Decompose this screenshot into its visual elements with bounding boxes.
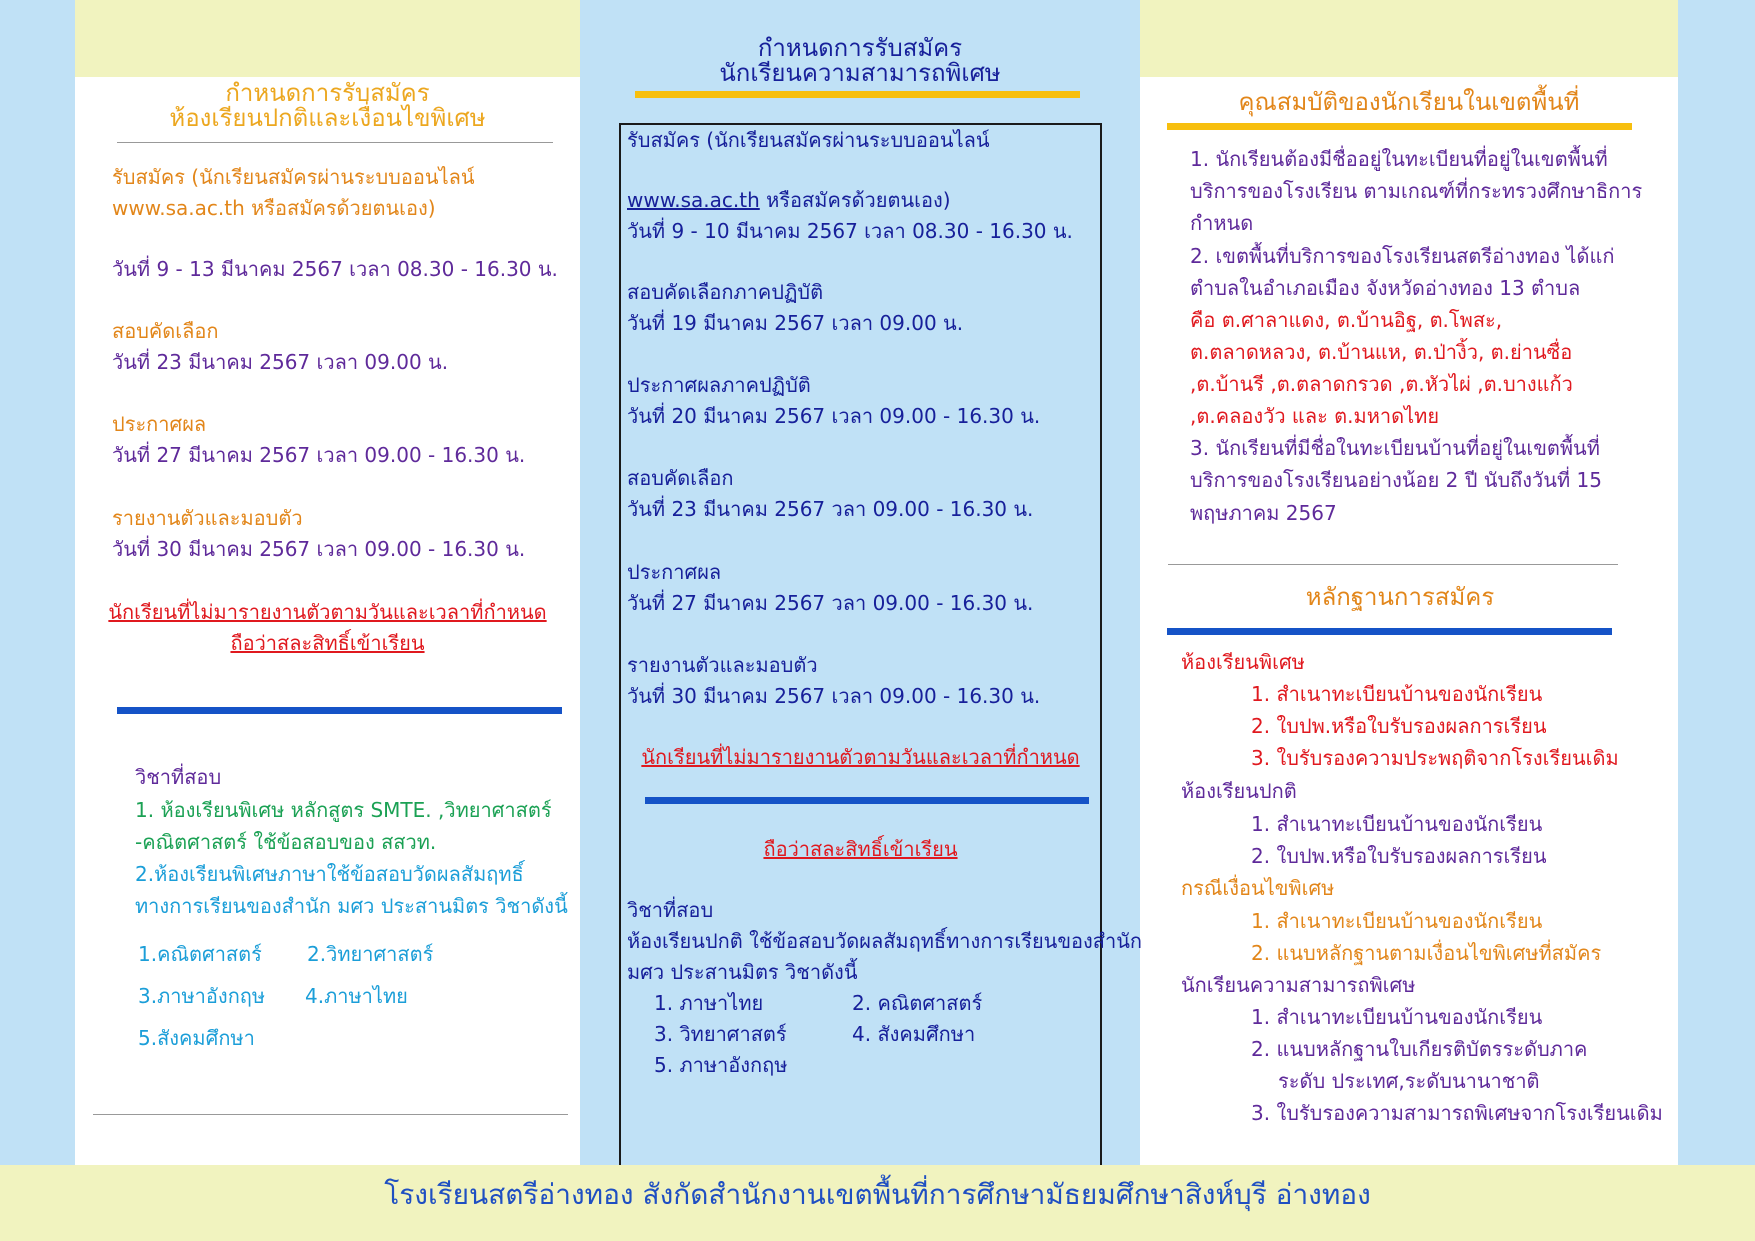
right-qualification-3a: 3. นักเรียนที่มีชื่อในทะเบียนบ้านที่อยู่ในเขตพื้นที่ (1190, 436, 1600, 460)
middle-subjects-label: วิชาที่สอบ (627, 898, 714, 922)
right-normal-item-2: 2. ใบปพ.หรือใบรับรองผลการเรียน (1251, 844, 1547, 868)
middle-subject-item-3: 3. วิทยาศาสตร์ (654, 1022, 787, 1046)
middle-title-underline (635, 91, 1080, 98)
left-apply-date: วันที่ 9 - 13 มีนาคม 2567 เวลา 08.30 - 16.30 น. (112, 257, 558, 281)
middle-blue-divider (645, 797, 1089, 804)
right-talent-item-1: 1. สำเนาทะเบียนบ้านของนักเรียน (1251, 1005, 1543, 1029)
left-subject-1b: -คณิตศาสตร์ ใช้ข้อสอบของ สสวท. (135, 830, 437, 854)
right-normal-label: ห้องเรียนปกติ (1181, 779, 1297, 803)
right-qualification-1c: กำหนด (1190, 211, 1254, 235)
middle-title-line2: นักเรียนความสามารถพิเศษ (719, 59, 1001, 87)
left-exam-label: สอบคัดเลือก (112, 319, 219, 343)
left-apply-line1: รับสมัคร (นักเรียนสมัครผ่านระบบออนไลน์ (112, 165, 475, 189)
middle-warning-line1: นักเรียนที่ไม่มารายงานตัวตามวันและเวลาที่กำหนด (641, 745, 1080, 769)
middle-announce-date: วันที่ 27 มีนาคม 2567 วลา 09.00 - 16.30 น. (627, 591, 1034, 615)
right-qualification-1a: 1. นักเรียนต้องมีชื่ออยู่ในทะเบียนที่อยู่ในเขตพื้นที่ (1190, 147, 1608, 171)
right-qualification-2f: ,ต.คลองวัว และ ต.มหาดไทย (1190, 404, 1440, 428)
right-qualification-2a: 2. เขตพื้นที่บริการของโรงเรียนสตรีอ่างทอง ได้แก่ (1190, 244, 1615, 268)
right-normal-item-1: 1. สำเนาทะเบียนบ้านของนักเรียน (1251, 812, 1543, 836)
middle-practical-label: สอบคัดเลือกภาคปฏิบัติ (627, 280, 824, 304)
middle-subjects-desc2: มศว ประสานมิตร วิชาดังนี้ (627, 960, 858, 984)
left-announce-label: ประกาศผล (112, 412, 207, 436)
middle-subject-item-1: 1. ภาษาไทย (654, 991, 764, 1015)
left-apply-line2: www.sa.ac.th หรือสมัครด้วยตนเอง) (112, 196, 436, 220)
middle-apply-line2-rest: หรือสมัครด้วยตนเอง) (759, 188, 951, 212)
left-subject-2b: ทางการเรียนของสำนัก มศว ประสานมิตร วิชาดังนี้ (135, 894, 568, 918)
right-special-item-3: 3. ใบรับรองความประพฤติจากโรงเรียนเดิม (1251, 746, 1619, 770)
left-subjects-label: วิชาที่สอบ (135, 765, 222, 789)
right-documents-title: หลักฐานการสมัคร (1305, 583, 1495, 611)
right-title-underline (1167, 123, 1632, 130)
middle-announce-label: ประกาศผล (627, 560, 722, 584)
left-subject-2a: 2.ห้องเรียนพิเศษภาษาใช้ข้อสอบวัดผลสัมฤทธิ์ (135, 862, 524, 886)
left-report-label: รายงานตัวและมอบตัว (112, 506, 303, 530)
footer-school-name: โรงเรียนสตรีอ่างทอง สังกัดสำนักงานเขตพื้นที่การศึกษามัธยมศึกษาสิงห์บุรี อ่างทอง (384, 1178, 1371, 1211)
right-qualification-2c: คือ ต.ศาลาแดง, ต.บ้านอิฐ, ต.โพสะ, (1190, 308, 1503, 332)
left-subject-1a: 1. ห้องเรียนพิเศษ หลักสูตร SMTE. ,วิทยาศาสตร์ (135, 798, 552, 822)
middle-subject-item-5: 5. ภาษาอังกฤษ (654, 1053, 788, 1077)
middle-subjects-desc1: ห้องเรียนปกติ ใช้ข้อสอบวัดผลสัมฤทธิ์ทางการเรียนของสำนัก (627, 929, 1142, 953)
left-title-line2: ห้องเรียนปกติและเงื่อนไขพิเศษ (169, 104, 486, 132)
middle-title-line1: กำหนดการรับสมัคร (757, 34, 963, 62)
right-divider (1168, 564, 1618, 565)
footer-band (0, 1165, 1755, 1241)
website-link[interactable]: www.sa.ac.th (627, 188, 760, 212)
left-subject-item-1: 1.คณิตศาสตร์ (138, 942, 262, 966)
left-top-band (75, 0, 580, 77)
left-report-date: วันที่ 30 มีนาคม 2567 เวลา 09.00 - 16.30 น. (112, 537, 526, 561)
right-condition-label: กรณีเงื่อนไขพิเศษ (1181, 876, 1335, 900)
middle-apply-line1: รับสมัคร (นักเรียนสมัครผ่านระบบออนไลน์ (627, 128, 990, 152)
right-talent-item-3: 3. ใบรับรองความสามารถพิเศษจากโรงเรียนเดิม (1251, 1101, 1663, 1125)
left-subject-item-2: 2.วิทยาศาสตร์ (307, 942, 434, 966)
right-special-label: ห้องเรียนพิเศษ (1181, 650, 1305, 674)
right-qualification-2e: ,ต.บ้านรี ,ต.ตลาดกรวด ,ต.หัวไผ่ ,ต.บางแก้ว (1190, 372, 1573, 396)
right-qualification-3c: พฤษภาคม 2567 (1190, 501, 1337, 525)
left-subject-item-4: 4.ภาษาไทย (305, 984, 408, 1008)
right-talent-label: นักเรียนความสามารถพิเศษ (1181, 973, 1416, 997)
left-warning-line1: นักเรียนที่ไม่มารายงานตัวตามวันและเวลาที่กำหนด (108, 600, 547, 624)
middle-exam-label: สอบคัดเลือก (627, 466, 734, 490)
left-title-line1: กำหนดการรับสมัคร (225, 79, 430, 107)
left-subject-item-3: 3.ภาษาอังกฤษ (138, 984, 266, 1008)
right-qualification-2d: ต.ตลาดหลวง, ต.บ้านแห, ต.ป่างิ้ว, ต.ย่านซื่อ (1190, 340, 1573, 364)
middle-practical-date: วันที่ 19 มีนาคม 2567 เวลา 09.00 น. (627, 311, 964, 335)
middle-exam-date: วันที่ 23 มีนาคม 2567 วลา 09.00 - 16.30 น. (627, 497, 1034, 521)
right-special-item-1: 1. สำเนาทะเบียนบ้านของนักเรียน (1251, 682, 1543, 706)
middle-apply-date: วันที่ 9 - 10 มีนาคม 2567 เวลา 08.30 - 16.30 น. (627, 219, 1073, 243)
right-qualification-2b: ตำบลในอำเภอเมือง จังหวัดอ่างทอง 13 ตำบล (1190, 276, 1581, 300)
right-qualification-1b: บริการของโรงเรียน ตามเกณฑ์ที่กระทรวงศึกษาธิการ (1190, 179, 1643, 203)
left-subject-item-5: 5.สังคมศึกษา (138, 1026, 255, 1050)
right-condition-item-2: 2. แนบหลักฐานตามเงื่อนไขพิเศษที่สมัคร (1251, 941, 1602, 965)
left-warning-line2: ถือว่าสละสิทธิ์เข้าเรียน (230, 631, 425, 655)
right-talent-item-2a: 2. แนบหลักฐานใบเกียรติบัตรระดับภาค (1251, 1037, 1588, 1061)
middle-subject-item-4: 4. สังคมศึกษา (852, 1022, 976, 1046)
right-condition-item-1: 1. สำเนาทะเบียนบ้านของนักเรียน (1251, 909, 1543, 933)
left-blue-divider (117, 707, 562, 714)
right-top-band (1140, 0, 1678, 77)
middle-report-label: รายงานตัวและมอบตัว (627, 653, 818, 677)
right-talent-item-2b: ระดับ ประเทศ,ระดับนานาชาติ (1278, 1069, 1540, 1093)
middle-practical-result-date: วันที่ 20 มีนาคม 2567 เวลา 09.00 - 16.30 น. (627, 404, 1041, 428)
right-qualification-title: คุณสมบัติของนักเรียนในเขตพื้นที่ (1238, 88, 1580, 116)
right-panel (1140, 77, 1678, 1165)
left-bottom-divider (93, 1114, 568, 1115)
right-documents-underline (1167, 628, 1612, 635)
middle-report-date: วันที่ 30 มีนาคม 2567 เวลา 09.00 - 16.30 น. (627, 684, 1041, 708)
middle-apply-line2 (627, 189, 951, 211)
middle-practical-result-label: ประกาศผลภาคปฏิบัติ (627, 373, 811, 397)
right-qualification-3b: บริการของโรงเรียนอย่างน้อย 2 ปี นับถึงวันที่ 15 (1190, 468, 1602, 492)
middle-warning-line2: ถือว่าสละสิทธิ์เข้าเรียน (763, 837, 958, 861)
left-announce-date: วันที่ 27 มีนาคม 2567 เวลา 09.00 - 16.30 น. (112, 443, 526, 467)
middle-subject-item-2: 2. คณิตศาสตร์ (852, 991, 983, 1015)
left-title-divider (117, 142, 553, 143)
right-special-item-2: 2. ใบปพ.หรือใบรับรองผลการเรียน (1251, 714, 1547, 738)
left-exam-date: วันที่ 23 มีนาคม 2567 เวลา 09.00 น. (112, 350, 449, 374)
